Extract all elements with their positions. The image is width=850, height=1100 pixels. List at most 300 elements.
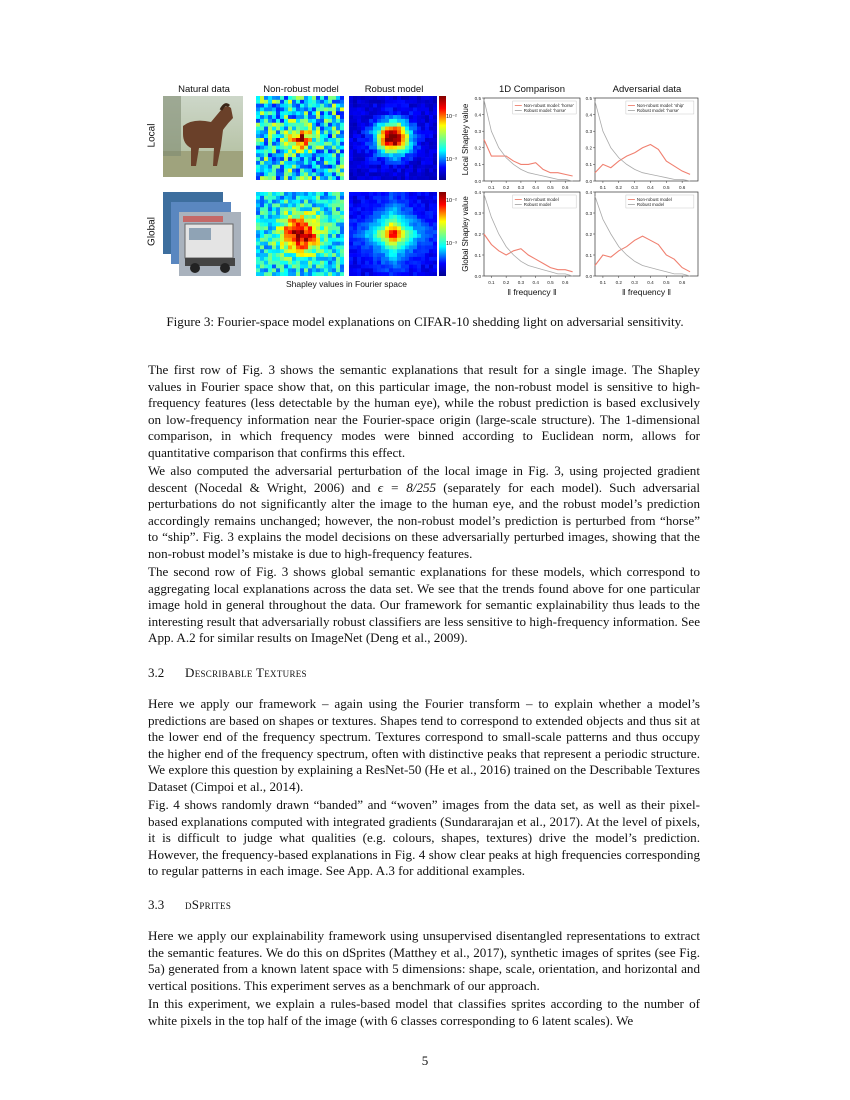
heatmap-cell <box>393 249 397 253</box>
heatmap-cell <box>300 130 304 134</box>
heatmap-cell <box>260 142 264 146</box>
heatmap-cell <box>260 157 264 161</box>
heatmap-cell <box>381 100 385 104</box>
heatmap-cell <box>433 142 437 146</box>
heatmap-cell <box>260 238 264 242</box>
heatmap-cell <box>373 123 377 127</box>
heatmap-cell <box>393 111 397 115</box>
heatmap-cell <box>292 249 296 253</box>
heatmap-cell <box>296 230 300 234</box>
heatmap-cell <box>316 207 320 211</box>
heatmap-cell <box>361 176 365 180</box>
heatmap-cell <box>268 123 272 127</box>
heatmap-cell <box>268 153 272 157</box>
heatmap-cell <box>377 104 381 108</box>
heatmap-cell <box>292 161 296 165</box>
heatmap-cell <box>288 100 292 104</box>
heatmap-cell <box>320 261 324 265</box>
heatmap-cell <box>409 272 413 276</box>
heatmap-cell <box>397 215 401 219</box>
heatmap-cell <box>288 119 292 123</box>
heatmap-cell <box>300 253 304 257</box>
heatmap-cell <box>421 249 425 253</box>
heatmap-cell <box>425 127 429 131</box>
heatmap-cell <box>377 200 381 204</box>
heatmap-cell <box>421 142 425 146</box>
heatmap-cell <box>340 226 344 230</box>
heatmap-cell <box>276 165 280 169</box>
heatmap-cell <box>401 192 405 196</box>
heatmap-cell <box>268 111 272 115</box>
heatmap-cell <box>357 100 361 104</box>
page-number: 5 <box>421 1053 429 1068</box>
heatmap-cell <box>429 265 433 269</box>
heatmap-cell <box>320 149 324 153</box>
heatmap-cell <box>272 111 276 115</box>
colorbar-global-tick-low: 10⁻³ <box>446 241 457 247</box>
heatmap-cell <box>401 230 405 234</box>
x-tick-label: 0.3 <box>517 280 525 285</box>
heatmap-cell <box>425 257 429 261</box>
heatmap-cell <box>425 115 429 119</box>
heatmap-cell <box>324 196 328 200</box>
heatmap-cell <box>357 272 361 276</box>
heatmap-cell <box>296 192 300 196</box>
heatmap-cell <box>417 127 421 131</box>
heatmap-cell <box>413 153 417 157</box>
heatmap-cell <box>296 165 300 169</box>
heatmap-cell <box>260 165 264 169</box>
heatmap-cell <box>316 104 320 108</box>
heatmap-cell <box>272 223 276 227</box>
heatmap-cell <box>373 146 377 150</box>
heatmap-cell <box>425 272 429 276</box>
heatmap-cell <box>421 119 425 123</box>
heatmap-cell <box>296 223 300 227</box>
heatmap-cell <box>405 100 409 104</box>
heatmap-cell <box>417 203 421 207</box>
heatmap-cell <box>385 130 389 134</box>
heatmap-cell <box>381 123 385 127</box>
heatmap-cell <box>373 115 377 119</box>
heatmap-cell <box>349 196 353 200</box>
heatmap-cell <box>304 107 308 111</box>
heatmap-cell <box>288 134 292 138</box>
heatmap-cell <box>256 138 260 142</box>
heatmap-cell <box>381 207 385 211</box>
heatmap-cell <box>389 119 393 123</box>
heatmap-cell <box>272 257 276 261</box>
heatmap-cell <box>280 142 284 146</box>
heatmap-cell <box>268 100 272 104</box>
heatmap-cell <box>268 200 272 204</box>
heatmap-cell <box>433 245 437 249</box>
heatmap-cell <box>353 153 357 157</box>
heatmap-cell <box>389 157 393 161</box>
heatmap-cell <box>292 215 296 219</box>
heatmap-cell <box>272 104 276 108</box>
heatmap-cell <box>288 242 292 246</box>
heatmap-cell <box>405 234 409 238</box>
heatmap-cell <box>288 149 292 153</box>
heatmap-cell <box>385 104 389 108</box>
heatmap-cell <box>385 242 389 246</box>
heatmap-cell <box>369 211 373 215</box>
heatmap-cell <box>264 127 268 131</box>
heatmap-cell <box>276 123 280 127</box>
heatmap-cell <box>389 142 393 146</box>
heatmap-cell <box>389 153 393 157</box>
heatmap-cell <box>385 161 389 165</box>
heatmap-cell <box>332 107 336 111</box>
heatmap-cell <box>272 161 276 165</box>
heatmap-cell <box>324 153 328 157</box>
heatmap-cell <box>264 149 268 153</box>
heatmap-cell <box>256 215 260 219</box>
heatmap-cell <box>288 223 292 227</box>
heatmap-cell <box>429 249 433 253</box>
paragraph-5: Fig. 4 shows randomly drawn “banded” and “woven” images from the data set, as well as their pixel-based explanations computed with integrated gradients (Sundararajan et al., 2017). At the level of pixels, it is difficult to judge what qualities (e.g. colours, shapes, textures) drive the model’s prediction. However, the frequency-based explanations in Fig. 4 show clear peaks at high frequencies corresponding to regular patterns in each image. See App. A.3 for additional examples. <box>148 797 700 879</box>
heatmap-cell <box>324 149 328 153</box>
heatmap-cell <box>365 119 369 123</box>
heatmap-cell <box>357 249 361 253</box>
heatmap-cell <box>353 265 357 269</box>
heatmap-cell <box>353 149 357 153</box>
heatmap-cell <box>268 172 272 176</box>
heatmap-cell <box>373 100 377 104</box>
heatmap-cell <box>256 219 260 223</box>
heatmap-cell <box>328 245 332 249</box>
heatmap-cell <box>256 238 260 242</box>
heatmap-cell <box>276 226 280 230</box>
heatmap-cell <box>292 200 296 204</box>
heatmap-cell <box>349 119 353 123</box>
series-line-non-robust <box>484 234 573 272</box>
heatmap-cell <box>349 146 353 150</box>
heatmap-cell <box>397 226 401 230</box>
heatmap-cell <box>336 142 340 146</box>
heatmap-cell <box>369 215 373 219</box>
heatmap-cell <box>401 96 405 100</box>
heatmap-cell <box>385 234 389 238</box>
heatmap-cell <box>417 115 421 119</box>
heatmap-cell <box>304 172 308 176</box>
heatmap-cell <box>328 157 332 161</box>
heatmap-cell <box>349 238 353 242</box>
heatmap-cell <box>365 111 369 115</box>
heatmap-cell <box>353 238 357 242</box>
heatmap-cell <box>381 115 385 119</box>
heatmap-cell <box>357 172 361 176</box>
heatmap-cell <box>369 111 373 115</box>
heatmap-cell <box>433 100 437 104</box>
heatmap-cell <box>320 196 324 200</box>
heatmap-cell <box>377 226 381 230</box>
heatmap-cell <box>409 211 413 215</box>
heatmap-cell <box>276 249 280 253</box>
heatmap-cell <box>405 104 409 108</box>
heatmap-cell <box>312 142 316 146</box>
heatmap-cell <box>284 203 288 207</box>
heatmap-cell <box>272 142 276 146</box>
heatmap-cell <box>405 134 409 138</box>
heatmap-cell <box>288 203 292 207</box>
heatmap-cell <box>332 219 336 223</box>
section-3-3-number: 3.3 <box>148 897 165 912</box>
heatmap-cell <box>361 130 365 134</box>
heatmap-cell <box>264 104 268 108</box>
heatmap-cell <box>393 211 397 215</box>
heatmap-cell <box>361 100 365 104</box>
heatmap-cell <box>425 196 429 200</box>
heatmap-cell <box>320 234 324 238</box>
heatmap-cell <box>401 172 405 176</box>
heatmap-cell <box>332 161 336 165</box>
heatmap-cell <box>405 157 409 161</box>
x-tick-label: 0.6 <box>678 280 686 285</box>
heatmap-cell <box>397 207 401 211</box>
heatmap-cell <box>421 149 425 153</box>
heatmap-cell <box>377 149 381 153</box>
heatmap-cell <box>328 127 332 131</box>
heatmap-cell <box>357 257 361 261</box>
heatmap-cell <box>357 207 361 211</box>
heatmap-cell <box>292 253 296 257</box>
heatmap-cell <box>280 207 284 211</box>
heatmap-cell <box>272 157 276 161</box>
heatmap-cell <box>397 169 401 173</box>
heatmap-cell <box>397 130 401 134</box>
heatmap-cell <box>292 242 296 246</box>
heatmap-cell <box>268 230 272 234</box>
heatmap-cell <box>409 265 413 269</box>
heatmap-cell <box>433 226 437 230</box>
heatmap-cell <box>429 100 433 104</box>
heatmap-cell <box>349 127 353 131</box>
heatmap-cell <box>316 146 320 150</box>
heatmap-cell <box>304 261 308 265</box>
heatmap-cell <box>429 119 433 123</box>
heatmap-cell <box>328 207 332 211</box>
heatmap-cell <box>369 226 373 230</box>
heatmap-cell <box>268 211 272 215</box>
heatmap-cell <box>429 138 433 142</box>
heatmap-cell <box>304 253 308 257</box>
heatmap-cell <box>421 123 425 127</box>
heatmap-cell <box>328 153 332 157</box>
heatmap-cell <box>365 200 369 204</box>
heatmap-cell <box>397 253 401 257</box>
heatmap-cell <box>369 219 373 223</box>
heatmap-cell <box>393 161 397 165</box>
heatmap-cell <box>369 115 373 119</box>
heatmap-cell <box>320 96 324 100</box>
heatmap-cell <box>284 272 288 276</box>
heatmap-cell <box>361 268 365 272</box>
heatmap-cell <box>425 249 429 253</box>
heatmap-cell <box>417 234 421 238</box>
heatmap-cell <box>357 234 361 238</box>
heatmap-cell <box>413 123 417 127</box>
heatmap-cell <box>308 127 312 131</box>
heatmap-cell <box>260 249 264 253</box>
heatmap-cell <box>357 104 361 108</box>
heatmap-cell <box>421 107 425 111</box>
heatmap-cell <box>397 203 401 207</box>
heatmap-cell <box>405 265 409 269</box>
heatmap-cell <box>268 169 272 173</box>
heatmap-cell <box>365 165 369 169</box>
heatmap-cell <box>256 153 260 157</box>
heatmap-cell <box>349 104 353 108</box>
heatmap-cell <box>292 165 296 169</box>
heatmap-cell <box>369 272 373 276</box>
x-tick-label: 0.6 <box>678 185 686 190</box>
heatmap-cell <box>409 207 413 211</box>
heatmap-cell <box>429 104 433 108</box>
heatmap-cell <box>280 219 284 223</box>
colorbar-local-tick-high: 10⁻² <box>446 114 457 120</box>
heatmap-cell <box>280 172 284 176</box>
heatmap-cell <box>365 196 369 200</box>
heatmap-cell <box>377 257 381 261</box>
legend-entry: Robust model <box>636 202 664 208</box>
heatmap-cell <box>389 230 393 234</box>
heatmap-cell <box>401 196 405 200</box>
heatmap-cell <box>324 134 328 138</box>
heatmap-cell <box>332 211 336 215</box>
heatmap-cell <box>421 207 425 211</box>
heatmap-cell <box>373 207 377 211</box>
heatmap-cell <box>268 130 272 134</box>
heatmap-cell <box>272 176 276 180</box>
heatmap-cell <box>260 234 264 238</box>
heatmap-cell <box>328 230 332 234</box>
heatmap-cell <box>433 130 437 134</box>
heatmap-cell <box>284 104 288 108</box>
heatmap-cell <box>405 153 409 157</box>
heatmap-cell <box>369 123 373 127</box>
heatmap-cell <box>417 107 421 111</box>
heatmap-cell <box>413 253 417 257</box>
heatmap-cell <box>304 272 308 276</box>
heatmap-cell <box>340 272 344 276</box>
heatmap-cell <box>324 238 328 242</box>
heatmap-cell <box>425 230 429 234</box>
heatmap-cell <box>272 169 276 173</box>
heatmap-cell <box>429 127 433 131</box>
heatmap-cell <box>332 272 336 276</box>
heatmap-cell <box>429 123 433 127</box>
heatmap-cell <box>292 100 296 104</box>
heatmap-cell <box>425 107 429 111</box>
heatmap-cell <box>405 146 409 150</box>
heatmap-cell <box>401 242 405 246</box>
heatmap-cell <box>264 123 268 127</box>
heatmap-cell <box>397 119 401 123</box>
heatmap-cell <box>353 157 357 161</box>
heatmap-cell <box>401 161 405 165</box>
heatmap-cell <box>413 130 417 134</box>
heatmap-cell <box>284 130 288 134</box>
heatmap-cell <box>353 96 357 100</box>
heatmap-cell <box>385 127 389 131</box>
paragraph-1: The first row of Fig. 3 shows the semantic explanations that result for a single image. The Shapley values in Fourier space show that, on this particular image, the non-robust model is sensitive to high-frequency features (less detectable by the human eye), while the robust prediction is based exclusively on low-frequency information near the Fourier-space origin (large-scale structure). The 1-dimensional comparison, in which frequency modes were binned according to Euclidean norm, allows for quantitative comparison that confirms this effect. <box>148 362 700 460</box>
heatmap-cell <box>300 115 304 119</box>
heatmap-cell <box>405 223 409 227</box>
heatmap-cell <box>373 161 377 165</box>
heatmap-cell <box>381 272 385 276</box>
heatmap-cell <box>401 234 405 238</box>
heatmap-cell <box>256 203 260 207</box>
heatmap-cell <box>353 226 357 230</box>
heatmap-cell <box>393 234 397 238</box>
heatmap-cell <box>389 176 393 180</box>
heatmap-cell <box>369 192 373 196</box>
heatmap-cell <box>401 123 405 127</box>
heatmap-cell <box>381 96 385 100</box>
heatmap-cell <box>292 272 296 276</box>
heatmap-cell <box>365 169 369 173</box>
heatmap-cell <box>377 153 381 157</box>
heatmap-cell <box>292 226 296 230</box>
heatmap-cell <box>308 176 312 180</box>
heatmap-cell <box>288 215 292 219</box>
heatmap-cell <box>397 238 401 242</box>
heatmap-cell <box>280 127 284 131</box>
horse-image <box>163 96 243 177</box>
heatmap-cell <box>373 249 377 253</box>
heatmap-cell <box>433 261 437 265</box>
heatmap-cell <box>385 165 389 169</box>
heatmap-cell <box>421 257 425 261</box>
heatmap-cell <box>377 119 381 123</box>
heatmap-cell <box>320 207 324 211</box>
y-tick-label: 0.4 <box>585 112 592 118</box>
heatmap-cell <box>336 119 340 123</box>
heatmap-cell <box>304 123 308 127</box>
heatmap-cell <box>264 192 268 196</box>
heatmap-cell <box>369 104 373 108</box>
heatmap-cell <box>272 100 276 104</box>
heatmap-cell <box>264 261 268 265</box>
heatmap-cell <box>425 253 429 257</box>
heatmap-cell <box>292 111 296 115</box>
heatmap-cell <box>324 223 328 227</box>
heatmap-cell <box>417 138 421 142</box>
heatmap-cell <box>389 207 393 211</box>
heatmap-cell <box>328 161 332 165</box>
heatmap-cell <box>393 107 397 111</box>
heatmap-cell <box>369 142 373 146</box>
heatmap-cell <box>316 196 320 200</box>
heatmap-cell <box>361 119 365 123</box>
heatmap-cell <box>357 123 361 127</box>
heatmap-cell <box>260 96 264 100</box>
heatmap-cell <box>260 253 264 257</box>
heatmap-cell <box>280 123 284 127</box>
heatmap-cell <box>324 200 328 204</box>
heatmap-cell <box>409 157 413 161</box>
heatmap-cell <box>373 96 377 100</box>
heatmap-cell <box>373 107 377 111</box>
heatmap-cell <box>284 142 288 146</box>
heatmap-cell <box>373 234 377 238</box>
heatmap-cell <box>365 176 369 180</box>
heatmap-cell <box>312 215 316 219</box>
heatmap-cell <box>389 104 393 108</box>
heatmap-cell <box>433 172 437 176</box>
